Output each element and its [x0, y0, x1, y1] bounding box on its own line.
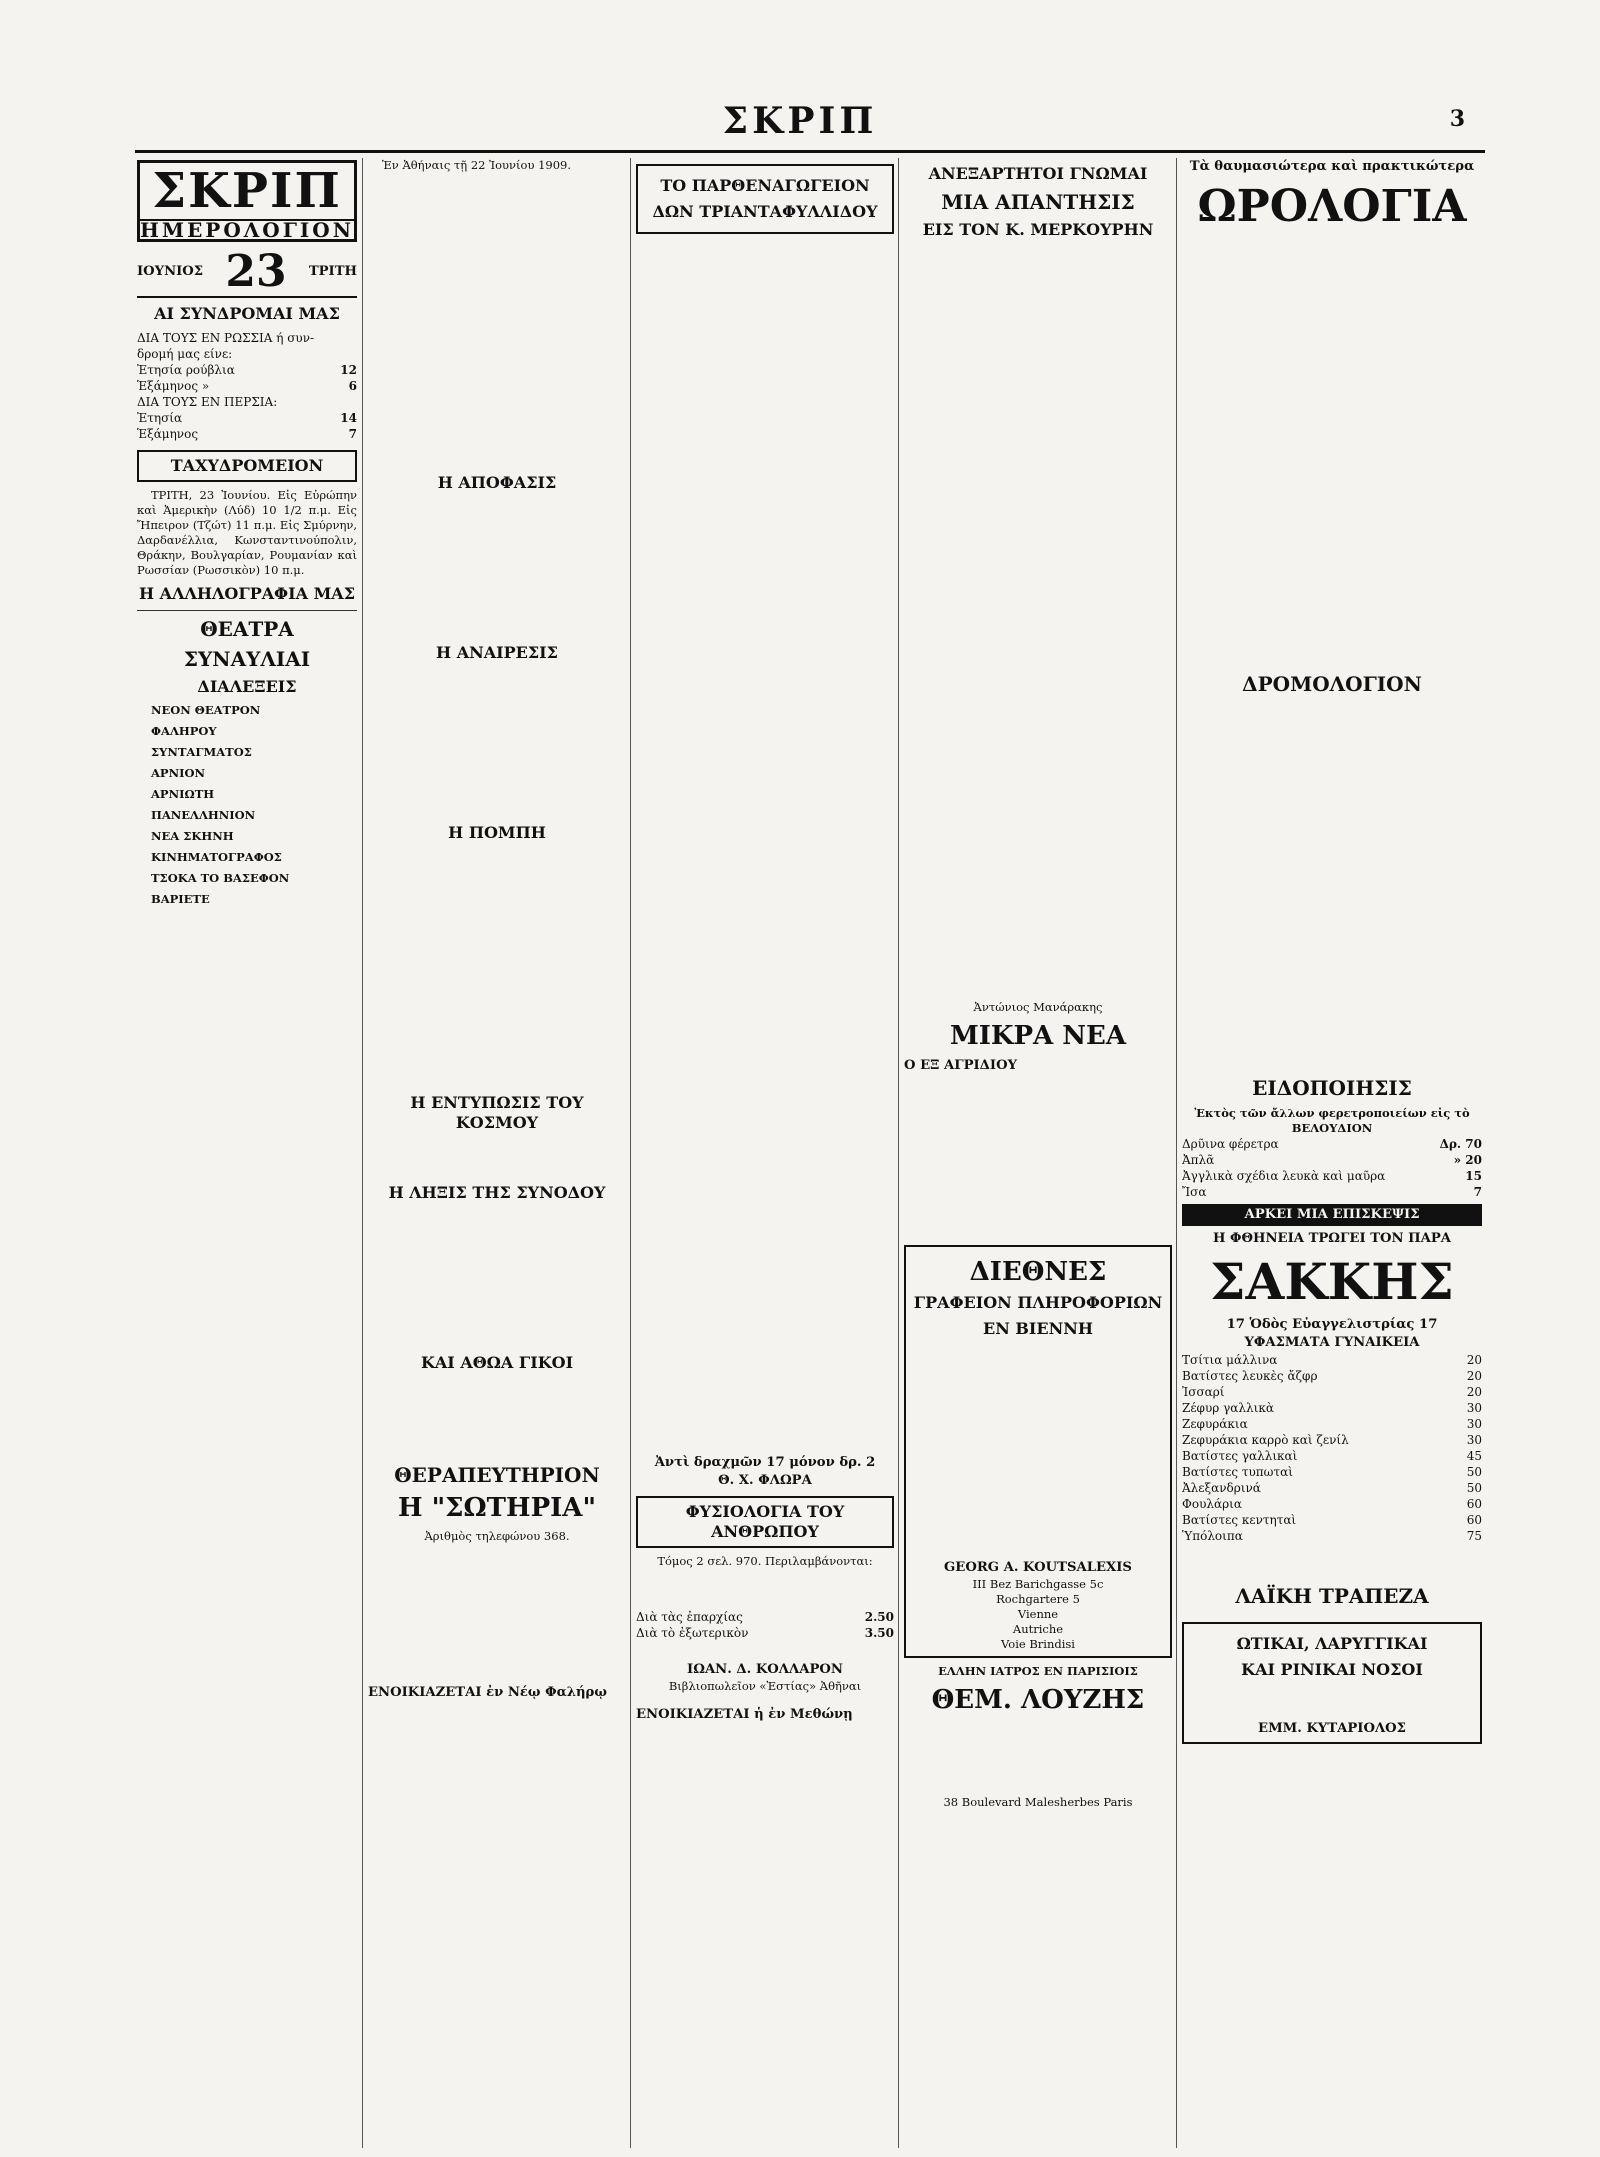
- fabric-value: 20: [1466, 1369, 1482, 1383]
- doctor-address: 38 Boulevard Malesherbes Paris: [943, 1795, 1133, 1809]
- sub-value: 14: [340, 411, 357, 425]
- fabric-row: [1182, 1416, 1482, 1432]
- fabric-row: [1182, 1352, 1482, 1368]
- acquitted-heading: ΚΑΙ ΑΘΩΑ ΓΙΚΟΙ: [420, 1353, 574, 1372]
- fabric-value: 75: [1466, 1529, 1482, 1543]
- fabric-row: [1182, 1384, 1482, 1400]
- rent-ad: ΕΝΟΙΚΙΑΖΕΤΑΙ ἐν Νέῳ Φαλήρῳ: [368, 1685, 607, 1700]
- post-heading: ΤΑΧΥΔΡΟΜΕΙΟΝ: [137, 450, 357, 482]
- school-heading: ΤΟ ΠΑΡΘΕΝΑΓΩΓΕΙΟΝ: [660, 176, 870, 195]
- subscription-row: [137, 362, 357, 378]
- price-label: Ἀγγλικὰ σχέδια λευκὰ καὶ μαῦρα: [1182, 1169, 1386, 1183]
- fabric-label: Ζεφυράκια καρρὸ καὶ ζενίλ: [1182, 1433, 1349, 1447]
- fabric-value: 30: [1466, 1433, 1482, 1447]
- sub-value: 12: [340, 363, 357, 377]
- column-divider: [1176, 158, 1177, 2148]
- price-label: Διὰ τὸ ἐξωτερικὸν: [636, 1626, 749, 1640]
- venue-name: ΝΕΟΝ ΘΕΑΤΡΟΝ: [151, 703, 261, 717]
- venue-name: ΒΑΡΙΕΤΕ: [151, 892, 210, 906]
- price-value: 15: [1465, 1169, 1482, 1183]
- venue-name: ΦΑΛΗΡΟΥ: [151, 724, 217, 738]
- subscription-row: [137, 410, 357, 426]
- fabric-value: 30: [1466, 1401, 1482, 1415]
- fabric-label: Βατίστες κεντηταὶ: [1182, 1513, 1297, 1527]
- masthead-title: ΣΚΡΙΠ: [722, 100, 878, 142]
- fabric-row: [1182, 1400, 1482, 1416]
- subscription-row: [137, 346, 357, 362]
- venue-name: ΑΡΝΙΩΤΗ: [151, 787, 215, 801]
- sub-label: ΔΙΑ ΤΟΥΣ ΕΝ ΡΩΣΣΙΑ ή συν-: [137, 331, 315, 345]
- date-signature: Ἐν Ἀθήναις τῇ 22 Ἰουνίου 1909.: [382, 158, 572, 172]
- seller-name: ΙΩΑΝ. Δ. ΚΟΛΛΑΡΟΝ: [687, 1662, 843, 1677]
- calendar-subtitle: ΗΜΕΡΟΛΟΓΙΟΝ: [140, 218, 354, 242]
- price-label: Δρῦινα φέρετρα: [1182, 1137, 1279, 1151]
- book-price: Ἀντὶ δραχμῶν 17 μόνον δρ. 2: [654, 1455, 876, 1470]
- impressions-heading: Η ΕΝΤΥΠΩΣΙΣ ΤΟΥ ΚΟΣΜΟΥ: [410, 1093, 584, 1132]
- day-number: 23: [225, 246, 287, 297]
- fabric-row: [1182, 1512, 1482, 1528]
- synod-heading: Η ΛΗΞΙΣ ΤΗΣ ΣΥΝΟΔΟΥ: [388, 1183, 606, 1202]
- subscription-row: [137, 394, 357, 410]
- clinic-name: Η "ΣΩΤΗΡΙΑ": [397, 1493, 597, 1523]
- fabric-row: [1182, 1496, 1482, 1512]
- column-1: [137, 158, 357, 2148]
- sub-value: 6: [348, 379, 357, 393]
- small-news-lead: Ο ΕΞ ΑΓΡΙΔΙΟΥ: [904, 1058, 1017, 1073]
- agent-address-line: Autriche: [1012, 1622, 1064, 1636]
- fabric-value: 60: [1466, 1513, 1482, 1527]
- divider: [137, 610, 357, 611]
- fabric-value: 50: [1466, 1465, 1482, 1479]
- decision-heading: Η ΑΠΟΦΑΣΙΣ: [437, 473, 557, 492]
- page-number: 3: [1449, 106, 1465, 132]
- subscription-row: [137, 426, 357, 442]
- fabric-label: Ἀλεξανδρινά: [1182, 1481, 1261, 1495]
- weekday: ΤΡΙΤΗ: [308, 264, 357, 279]
- school-name: ΔΩΝ ΤΡΙΑΝΤΑΦΥΛΛΙΔΟΥ: [652, 202, 878, 221]
- column-4: [904, 158, 1172, 2148]
- column-divider: [898, 158, 899, 2148]
- fabrics-heading: ΥΦΑΣΜΑΤΑ ΓΥΝΑΙΚΕΙΑ: [1244, 1335, 1420, 1350]
- rent-ad-2: ΕΝΟΙΚΙΑΖΕΤΑΙ ἡ ἐν Μεθώνῃ: [636, 1707, 853, 1722]
- market-heading: ΔΡΟΜΟΛΟΓΙΟΝ: [1242, 672, 1422, 696]
- price-row: [1182, 1168, 1482, 1184]
- book-author: Θ. Χ. ΦΛΩΡΑ: [718, 1473, 812, 1488]
- seller-sub: Βιβλιοπωλεῖον «Ἑστίας» Ἀθῆναι: [668, 1679, 862, 1693]
- intl-bureau-box: [904, 1245, 1172, 1658]
- fabric-row: [1182, 1368, 1482, 1384]
- sub-label: Ἐτησία: [137, 411, 183, 425]
- price-row: [636, 1609, 894, 1625]
- venue-name: ΑΡΝΙΟΝ: [151, 766, 205, 780]
- subscriptions-list: [137, 330, 357, 442]
- venue-name: ΤΣΟΚΑ ΤΟ ΒΑΣΕΦΟΝ: [151, 871, 290, 885]
- fabric-value: 50: [1466, 1481, 1482, 1495]
- clinic-phone: Ἀριθμὸς τηλεφώνου 368.: [424, 1529, 570, 1543]
- fabric-value: 60: [1466, 1497, 1482, 1511]
- post-text: ΤΡΙΤΗ, 23 Ἰουνίου. Εἰς Εὐρώπην καὶ Ἀμερικὴν (Λύδ) 10 1/2 π.μ. Εἰς Ἤπειρον (Τζώτ) 11 π.μ. Εἰς Σμύρνην, Δαρδανέλλια, Κωνσταντινούπολιν, Θράκην, Βουλγαρίαν, Ρουμανίαν καὶ Ρωσσίαν (Ρωσσικὸν) 10 π.μ.: [137, 488, 357, 577]
- column-2: [368, 158, 626, 2148]
- calendar-box: [137, 160, 357, 242]
- parade-heading: Η ΠΟΜΠΗ: [448, 823, 546, 842]
- price-row: [636, 1625, 894, 1641]
- agent-address-line: Vienne: [1017, 1607, 1059, 1621]
- bank-heading: ΛΑΪΚΗ ΤΡΑΠΕΖΑ: [1235, 1584, 1429, 1608]
- fabric-value: 20: [1466, 1385, 1482, 1399]
- month: ΙΟΥΝΙΟΣ: [137, 264, 204, 279]
- doctor-line: ΕΛΛΗΝ ΙΑΤΡΟΣ ΕΝ ΠΑΡΙΣΙΟΙΣ: [938, 1664, 1138, 1678]
- shop-heading: Η ΦΘΗΝΕΙΑ ΤΡΩΓΕΙ ΤΟΝ ΠΑΡΑ: [1212, 1231, 1451, 1246]
- subscription-row: [137, 378, 357, 394]
- price-label: Ἀπλᾶ: [1182, 1153, 1215, 1167]
- shop-address: 17 Ὁδὸς Εὐαγγελιστρίας 17: [1226, 1317, 1438, 1332]
- ear-heading: ΩΤΙΚΑΙ, ΛΑΡΥΓΓΙΚΑΙ: [1236, 1634, 1428, 1653]
- price-value: 7: [1473, 1185, 1482, 1199]
- fabric-label: Φουλάρια: [1182, 1497, 1242, 1511]
- fabric-row: [1182, 1528, 1482, 1544]
- ear-heading-2: ΚΑΙ ΡΙΝΙΚΑΙ ΝΟΣΟΙ: [1241, 1660, 1423, 1679]
- column-3: [636, 158, 894, 2148]
- fabric-label: Ὑπόλοιπα: [1182, 1529, 1243, 1543]
- venue-name: ΣΥΝΤΑΓΜΑΤΟΣ: [151, 745, 252, 759]
- book-heading: ΦΥΣΙΟΛΟΓΙΑ ΤΟΥ ΑΝΘΡΩΠΟΥ: [636, 1496, 894, 1548]
- school-heading-box: [636, 164, 894, 234]
- fabric-label: Βατίστες τυπωταὶ: [1182, 1465, 1293, 1479]
- fabric-label: Βατίστες γαλλικαὶ: [1182, 1449, 1298, 1463]
- fabric-label: Ζέφυρ γαλλικὰ: [1182, 1401, 1274, 1415]
- book-sub: Τόμος 2 σελ. 970. Περιλαμβάνονται:: [657, 1554, 873, 1568]
- fabric-list: [1182, 1352, 1482, 1544]
- clinic-heading: ΘΕΡΑΠΕΥΤΗΡΙΟΝ: [394, 1463, 600, 1487]
- opinions-heading: ΑΝΕΞΑΡΤΗΤΟΙ ΓΝΩΜΑΙ: [928, 164, 1148, 183]
- column-5: [1182, 158, 1482, 2148]
- intl-heading: ΔΙΕΘΝΕΣ: [969, 1257, 1107, 1287]
- fabric-label: Ζεφυράκια: [1182, 1417, 1248, 1431]
- subscription-row: [137, 330, 357, 346]
- price-value: 3.50: [864, 1626, 894, 1640]
- watch-lead: Τὰ θαυμασιώτερα καὶ πρακτικώτερα: [1189, 159, 1475, 174]
- venue-name: ΠΑΝΕΛΛΗΝΙΟΝ: [151, 808, 256, 822]
- price-row: [1182, 1136, 1482, 1152]
- sub-label: Ἐτησία ρούβλια: [137, 363, 235, 377]
- lectures-heading: ΔΙΑΛΕΞΕΙΣ: [197, 677, 297, 696]
- notices-heading: ΕΙΔΟΠΟΙΗΣΙΣ: [1252, 1076, 1412, 1100]
- intl-sub: ΓΡΑΦΕΙΟΝ ΠΛΗΡΟΦΟΡΙΩΝ: [913, 1293, 1163, 1312]
- fabric-value: 20: [1466, 1353, 1482, 1367]
- agent-name: GEORG A. KOUTSALEXIS: [944, 1560, 1132, 1575]
- notices-sub: Ἐκτὸς τῶν ἄλλων φερετροποιείων εἰς τὸ ΒΕΛΟΥΔΙΟΝ: [1194, 1106, 1470, 1135]
- masthead: [0, 100, 1600, 156]
- reply-heading: ΜΙΑ ΑΠΑΝΤΗΣΙΣ: [941, 190, 1135, 214]
- fabric-label: Ἰσσαρί: [1182, 1385, 1225, 1399]
- price-value: » 20: [1453, 1153, 1482, 1167]
- signer: Ἀντώνιος Μανάρακης: [973, 1000, 1103, 1014]
- fabric-row: [1182, 1432, 1482, 1448]
- fabric-row: [1182, 1464, 1482, 1480]
- doctor-name: ΘΕΜ. ΛΟΥΖΗΣ: [931, 1685, 1145, 1715]
- fabric-row: [1182, 1480, 1482, 1496]
- sub-label: Ἑξάμηνος »: [137, 379, 210, 393]
- sub-label: Ἑξάμηνος: [137, 427, 199, 441]
- column-divider: [362, 158, 363, 2148]
- price-value: Δρ. 70: [1439, 1137, 1482, 1151]
- concerts-heading: ΣΥΝΑΥΛΙΑΙ: [183, 647, 311, 671]
- fabric-label: Βατίστες λευκὲς ἄζφρ: [1182, 1369, 1318, 1383]
- price-label: Διὰ τὰς ἐπαρχίας: [636, 1610, 743, 1624]
- price-label: Ἴσα: [1182, 1185, 1207, 1199]
- masthead-rule: [135, 150, 1485, 153]
- agent-address-line: III Bez Barichgasse 5c: [972, 1577, 1104, 1591]
- ear-ad-box: [1182, 1622, 1482, 1744]
- venue-name: ΚΙΝΗΜΑΤΟΓΡΑΦΟΣ: [151, 850, 282, 864]
- rush-banner: ΑΡΚΕΙ ΜΙΑ ΕΠΙΣΚΕΨΙΣ: [1182, 1204, 1482, 1226]
- correspondence-heading: Η ΑΛΛΗΛΟΓΡΑΦΙΑ ΜΑΣ: [138, 584, 356, 603]
- price-row: [1182, 1184, 1482, 1200]
- subscriptions-heading: ΑΙ ΣΥΝΔΡΟΜΑΙ ΜΑΣ: [154, 304, 340, 323]
- agent-address-line: Voie Brindisi: [1001, 1637, 1075, 1651]
- shop-name: ΣΑΚΚΗΣ: [1210, 1252, 1454, 1311]
- price-value: 2.50: [864, 1610, 894, 1624]
- intl-city: ΕΝ ΒΙΕΝΝΗ: [983, 1319, 1093, 1338]
- watches-heading: ΩΡΟΛΟΓΙΑ: [1197, 181, 1467, 232]
- column-divider: [630, 158, 631, 2148]
- fabric-value: 30: [1466, 1417, 1482, 1431]
- fabric-value: 45: [1466, 1449, 1482, 1463]
- venue-name: ΝΕΑ ΣΚΗΝΗ: [151, 829, 234, 843]
- sub-label: ΔΙΑ ΤΟΥΣ ΕΝ ΠΕΡΣΙΑ:: [137, 395, 278, 409]
- fabric-row: [1182, 1448, 1482, 1464]
- acquittal-heading: Η ΑΝΑΙΡΕΣΙΣ: [436, 643, 558, 662]
- fabric-label: Τσίτια μάλλινα: [1182, 1353, 1278, 1367]
- sub-label: δρομή μας είνε:: [137, 347, 233, 361]
- sub-value: 7: [348, 427, 357, 441]
- price-row: [1182, 1152, 1482, 1168]
- agent-address-line: Rochgartere 5: [996, 1592, 1080, 1606]
- small-news-heading: ΜΙΚΡΑ ΝΕΑ: [949, 1021, 1127, 1051]
- reply-subheading: ΕΙΣ ΤΟΝ Κ. ΜΕΡΚΟΥΡΗΝ: [922, 220, 1154, 239]
- paper-title: ΣΚΡΙΠ: [152, 163, 342, 219]
- ear-doctor: ΕΜΜ. ΚΥΤΑΡΙΟΛΟΣ: [1258, 1721, 1406, 1736]
- dateline: [137, 248, 357, 298]
- theatre-heading: ΘΕΑΤΡΑ: [200, 617, 294, 641]
